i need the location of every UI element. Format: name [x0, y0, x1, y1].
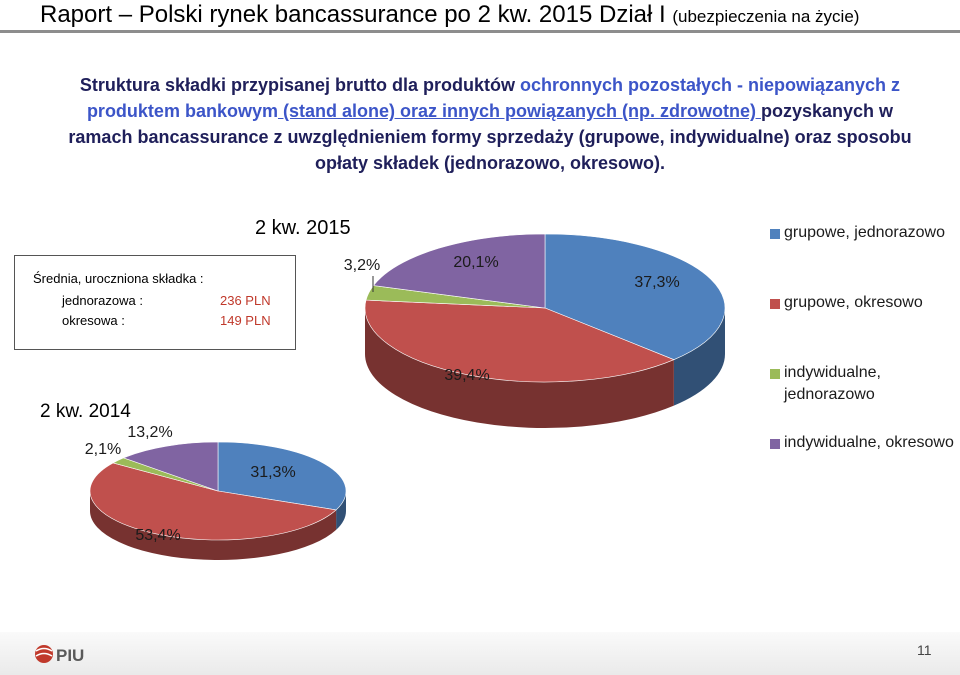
data-label-group-single: 31,3% — [250, 464, 296, 481]
legend-swatch — [770, 369, 780, 379]
data-label-indiv-single: 3,2% — [343, 257, 381, 274]
info-value-periodic: 149 PLN — [220, 313, 271, 328]
desc-underlined: (stand alone) oraz innych powiązanych (np. zdrowotne) — [277, 101, 761, 121]
page-title: Raport – Polski rynek bancassurance po 2 kw. 2015 Dział I (ubezpieczenia na życie) — [40, 1, 860, 28]
info-label-single: jednorazowa : — [62, 293, 143, 308]
desc-highlight: ochronnych pozostałych - niepowiązanych z produktem bankowym — [86, 75, 901, 121]
data-label-group-periodic: 53,4% — [135, 527, 181, 544]
legend-swatch — [770, 229, 780, 239]
legend-label: grupowe, okresowo — [784, 294, 923, 311]
chart-2014-title: 2 kw. 2014 — [40, 401, 131, 422]
info-label-periodic: okresowa : — [62, 313, 125, 328]
piu-logo — [34, 640, 94, 668]
legend-label: grupowe, jednorazowo — [784, 224, 945, 241]
chart-2015-title: 2 kw. 2015 — [255, 217, 351, 239]
data-label-group-single: 37,3% — [634, 274, 680, 291]
logo-text: PIU — [56, 646, 85, 665]
pie-2014 — [85, 424, 346, 560]
data-label-indiv-single: 2,1% — [84, 441, 122, 458]
legend-swatch — [770, 439, 780, 449]
data-label-group-periodic: 39,4% — [444, 367, 490, 384]
info-box-heading: Średnia, uroczniona składka : — [33, 271, 204, 286]
info-value-single: 236 PLN — [220, 293, 271, 308]
data-label-indiv-periodic: 20,1% — [453, 254, 499, 271]
data-label-indiv-periodic: 13,2% — [127, 424, 173, 441]
footer-bar — [0, 632, 960, 675]
legend-label: indywidualne, okresowo — [784, 434, 954, 451]
chart-description: Struktura składki przypisanej brutto dla produktów ochronnych pozostałych - niepowiązanych z produktem bankowym (stand alone) oraz innych powiązanych (np. zdrowotne) pozyskanych w ramach bancassurance z uwzględnieniem formy sprzedaży (grupowe, indywidualne) oraz sposobu opłaty składek (jednorazowo, okresowo). — [68, 75, 912, 173]
legend-swatch — [770, 299, 780, 309]
pie-2015 — [344, 234, 725, 428]
page-number: 11 — [917, 642, 932, 658]
legend-label: indywidualne, jednorazowo — [784, 364, 881, 403]
page-title-suffix: (ubezpieczenia na życie) — [672, 7, 860, 26]
